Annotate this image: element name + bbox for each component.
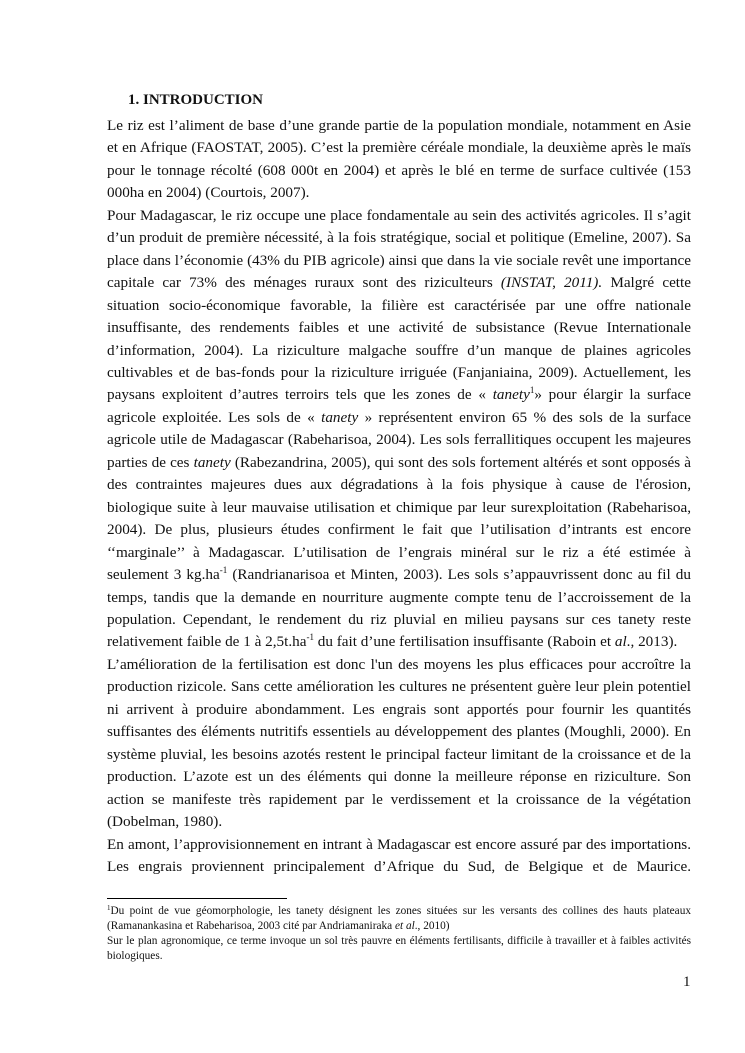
- paragraph: [107, 834, 691, 879]
- italic-text: tanety: [193, 453, 231, 471]
- text-run: Le riz est l’aliment de base d’une grande partie de la population mondiale, notamment en Asie et en Afrique (FAOSTAT, 2005). C’est la première céréale mondiale, la deuxième après le maïs pour le tonnage récolté (608 000t en 2004) et après le blé en terme de surface cultivée (153 000ha en 2004) (Courtois, 2007).: [107, 117, 691, 202]
- superscript: 1: [529, 385, 535, 396]
- text-run: (Randrianarisoa et Minten, 2003). Les sols s’appauvrissent donc au fil du temps, tandis que la demande en nourriture augmente compte tenu de l’accroissement de la population. Cependant, le rendement du riz pluvial en milieu paysans sur ces tanety reste relativement faible de 1 à 2,5t.ha: [107, 566, 691, 651]
- text-run: Du point de vue géomorphologie, les tanety désignent les zones situées sur les versants des collines des hauts plateaux (Ramanankasina et Rabeharisoa, 2003 cité par Andriamaniraka: [107, 905, 691, 932]
- italic-text: (INSTAT, 2011).: [500, 274, 603, 292]
- italic-text: tanety: [321, 408, 359, 426]
- footnote-separator: [107, 898, 287, 899]
- text-run: Malgré cette situation socio-économique favorable, la filière est caractérisée par une offre nationale insuffisante, des rendements faibles et une activité de subsistance (Revue Internationale d’information, 2004). La riziculture malgache souffre d’un manque de plaines agricoles cultivables et de bas-fonds pour la riziculture irriguée (Fanjaniaina, 2009). Actuellement, les paysans exploitent d’autres terroirs tels que les zones de «: [107, 274, 691, 404]
- text-run: En amont, l’approvisionnement en intrant à Madagascar est encore assuré par des importations. Les engrais proviennent principalement d’Afrique du Sud, de Belgique et de Maurice.: [107, 835, 691, 875]
- superscript: -1: [306, 632, 314, 643]
- footnotes: [107, 904, 691, 964]
- text-run: Pour Madagascar, le riz occupe une place fondamentale au sein des activités agricoles. Il s’agit d’un produit de première nécessité, à la fois stratégique, social et politique (Emeline, 2007). Sa place dans l’économie (43% du PIB agricole) ainsi que dans la vie sociale revêt une importance capitale car 73% des ménages ruraux sont des riziculteurs: [107, 206, 691, 292]
- text-run: (Rabezandrina, 2005), qui sont des sols fortement altérés et sont opposés à des contraintes majeures dues aux dégradations à la fois physique à cause de l'érosion, biologique suite à leur mauvaise utilisation et chimique par leur surexploitation (Rabeharisoa, 2004). De plus, plusieurs études confirment le fait que l’utilisation d’intrants est encore ‘‘marginale’’ à Madagascar. L’utilisation de l’engrais minéral sur le riz a été estimée à seulement 3 kg.ha: [107, 453, 691, 584]
- section-heading: 1. INTRODUCTION: [128, 92, 264, 108]
- text-run: » pour élargir la surface agricole exploitée. Les sols de «: [107, 386, 691, 426]
- superscript: 1: [107, 904, 111, 912]
- page-number: 1: [683, 974, 691, 990]
- paragraph: [107, 115, 691, 205]
- footnote: [107, 904, 691, 934]
- paragraph: [107, 205, 691, 654]
- text-run: du fait d’une fertilisation insuffisante (Raboin et: [313, 633, 615, 651]
- text-run: L’amélioration de la fertilisation est donc l'un des moyens les plus efficaces pour accroître la production rizicole. Sans cette amélioration les cultures ne présentent guère leur plein potentiel ni arrivent à produire abondamment. Les engrais sont apportés pour fournir les quantités suffisantes des éléments nutritifs essentiels au développement des plantes (Moughli, 2000). En système pluvial, les besoins azotés restent le principal facteur limitant de la croissance et de la production. L’azote est un des éléments qui donne la meilleure réponse en riziculture. Son action se manifeste très rapidement par le verdissement et la croissance de la végétation (Dobelman, 1980).: [107, 655, 691, 831]
- text-run: ., 2010): [414, 920, 450, 932]
- italic-text: et al: [394, 920, 415, 932]
- text-run: Sur le plan agronomique, ce terme invoque un sol très pauvre en éléments fertilisants, difficile à travailler et à faibles activités biologiques.: [107, 935, 691, 962]
- text-run: » représentent environ 65 % des sols de la surface agricole utile de Madagascar (Rabeharisoa, 2004). Les sols ferrallitiques occupent les majeures parties de ces: [107, 408, 692, 471]
- body-text: [107, 115, 691, 878]
- superscript: -1: [219, 565, 228, 576]
- paragraph: [107, 654, 691, 834]
- footnote: [107, 934, 691, 964]
- text-run: ., 2013).: [626, 633, 678, 651]
- italic-text: al: [614, 633, 627, 651]
- italic-text: tanety: [492, 386, 530, 404]
